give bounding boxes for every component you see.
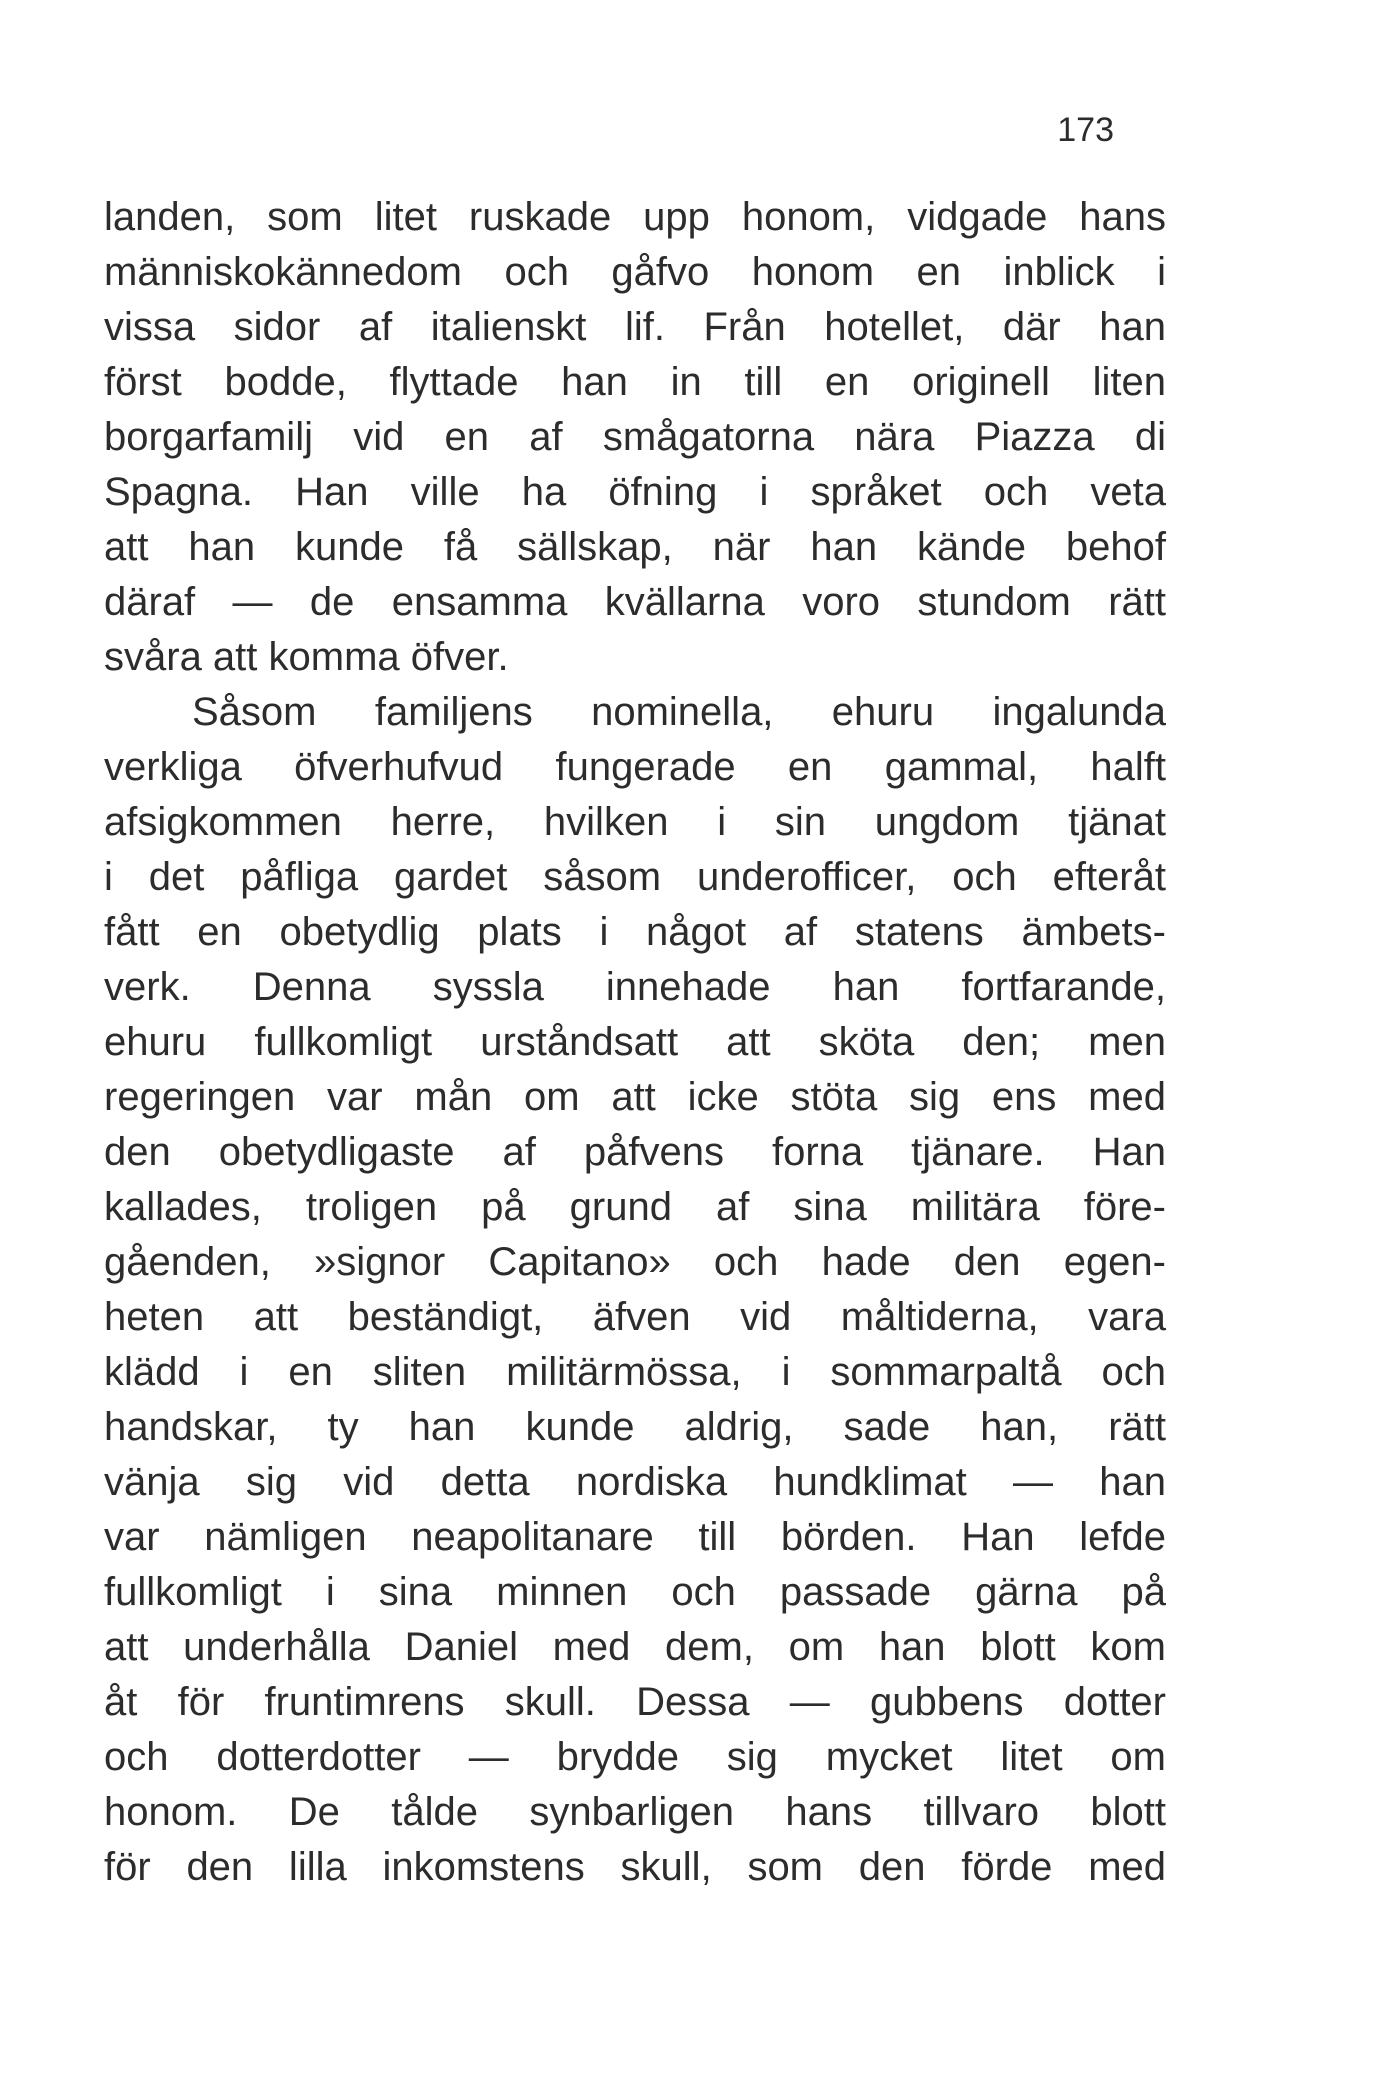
text-line: att han kunde få sällskap, när han kände behof bbox=[104, 525, 1166, 569]
page-number: 173 bbox=[1057, 111, 1114, 149]
text-line: afsigkommen herre, hvilken i sin ungdom tjänat bbox=[104, 800, 1166, 844]
text-line: fått en obetydlig plats i något af statens ämbets- bbox=[104, 910, 1166, 954]
text-line: honom. De tålde synbarligen hans tillvaro blott bbox=[104, 1790, 1166, 1834]
text-line: människokännedom och gåfvo honom en inblick i bbox=[104, 250, 1166, 294]
text-line: kallades, troligen på grund af sina militära före- bbox=[104, 1185, 1166, 1229]
text-line: Spagna. Han ville ha öfning i språket och veta bbox=[104, 470, 1166, 514]
text-line: landen, som litet ruskade upp honom, vidgade hans bbox=[104, 195, 1166, 239]
text-line: verk. Denna syssla innehade han fortfarande, bbox=[104, 965, 1166, 1009]
text-line: vissa sidor af italienskt lif. Från hotellet, där han bbox=[104, 305, 1166, 349]
text-line: för den lilla inkomstens skull, som den förde med bbox=[104, 1845, 1166, 1889]
text-line: ehuru fullkomligt urståndsatt att sköta den; men bbox=[104, 1020, 1166, 1064]
text-line: heten att beständigt, äfven vid måltiderna, vara bbox=[104, 1295, 1166, 1339]
body-text bbox=[104, 190, 1166, 1895]
text-line: klädd i en sliten militärmössa, i sommarpaltå och bbox=[104, 1350, 1166, 1394]
text-line: regeringen var mån om att icke stöta sig ens med bbox=[104, 1075, 1166, 1119]
text-line: fullkomligt i sina minnen och passade gärna på bbox=[104, 1570, 1166, 1614]
text-line: vänja sig vid detta nordiska hundklimat — han bbox=[104, 1460, 1166, 1504]
text-line: åt för fruntimrens skull. Dessa — gubbens dotter bbox=[104, 1680, 1166, 1724]
text-line: borgarfamilj vid en af smågatorna nära Piazza di bbox=[104, 415, 1166, 459]
text-line: gåenden, »signor Capitano» och hade den egen- bbox=[104, 1240, 1166, 1284]
paragraph-end-line: svåra att komma öfver. bbox=[104, 635, 509, 679]
text-line: verkliga öfverhufvud fungerade en gammal, halft bbox=[104, 745, 1166, 789]
text-line: var nämligen neapolitanare till börden. Han lefde bbox=[104, 1515, 1166, 1559]
paragraph-start-line: Såsom familjens nominella, ehuru ingalunda bbox=[192, 690, 1166, 734]
text-line: att underhålla Daniel med dem, om han blott kom bbox=[104, 1625, 1166, 1669]
text-line: och dotterdotter — brydde sig mycket litet om bbox=[104, 1735, 1166, 1779]
text-line: handskar, ty han kunde aldrig, sade han, rätt bbox=[104, 1405, 1166, 1449]
text-line: däraf — de ensamma kvällarna voro stundom rätt bbox=[104, 580, 1166, 624]
text-line: den obetydligaste af påfvens forna tjänare. Han bbox=[104, 1130, 1166, 1174]
text-line: i det påfliga gardet såsom underofficer, och efteråt bbox=[104, 855, 1166, 899]
text-line: först bodde, flyttade han in till en originell liten bbox=[104, 360, 1166, 404]
